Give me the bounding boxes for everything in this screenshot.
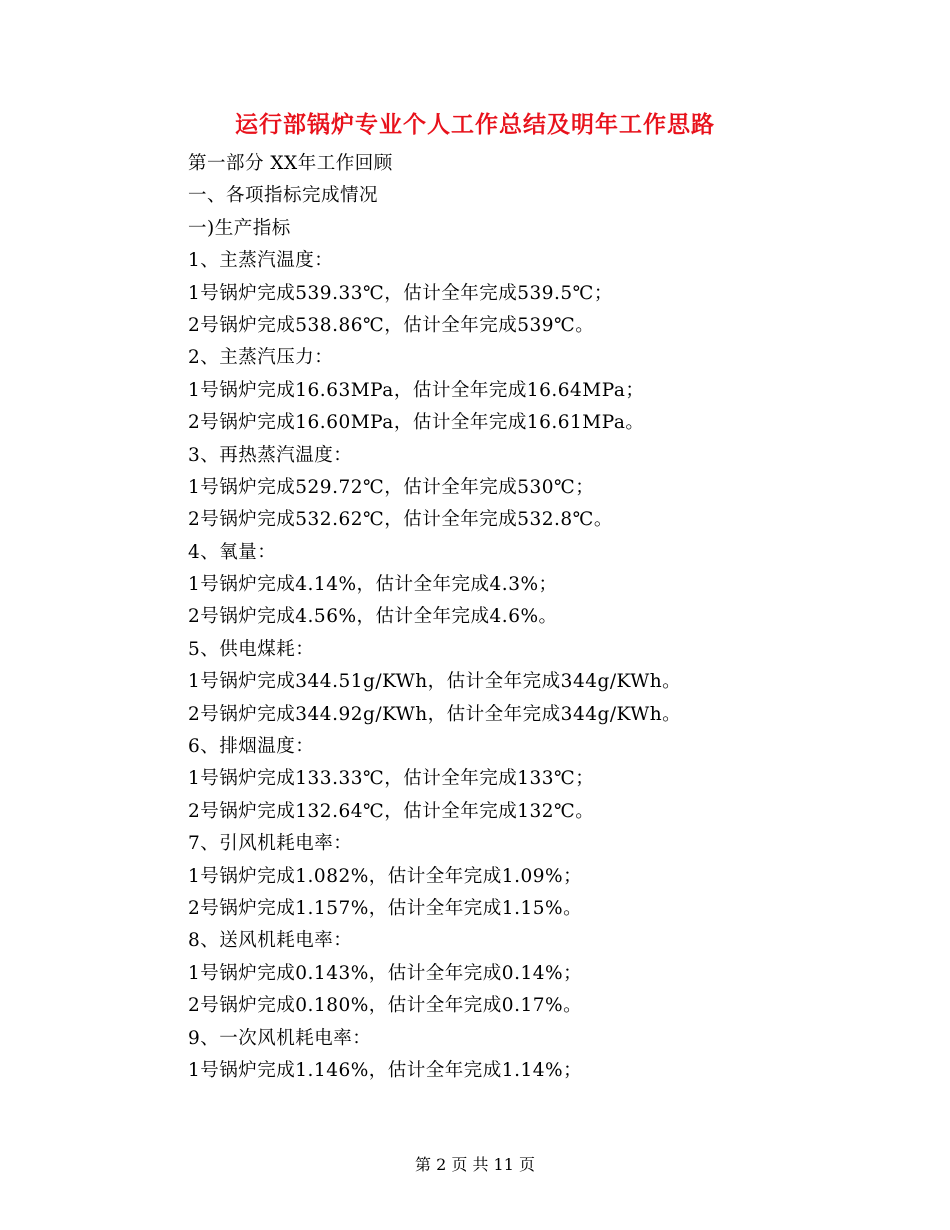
text-line: 1、主蒸汽温度：	[188, 250, 334, 272]
text-line: 2号锅炉完成132.64℃，估计全年完成132℃。	[188, 800, 595, 822]
text-line: 4、氧量：	[188, 541, 277, 563]
text-line: 1号锅炉完成0.143%，估计全年完成0.14%；	[188, 962, 583, 984]
text-line: 2号锅炉完成4.56%，估计全年完成4.6%。	[188, 606, 558, 628]
document-title: 运行部锅炉专业个人工作总结及明年工作思路	[235, 111, 715, 138]
text-line: 2号锅炉完成16.60MPa，估计全年完成16.61MPa。	[188, 412, 645, 434]
text-line: 1号锅炉完成133.33℃，估计全年完成133℃；	[188, 768, 595, 790]
text-line: 第一部分 XX年工作回顾	[188, 153, 393, 174]
text-line: 一)生产指标	[188, 217, 291, 239]
page-number-footer: 第 2 页 共 11 页	[415, 1155, 535, 1174]
text-line: 2号锅炉完成532.62℃，估计全年完成532.8℃。	[188, 509, 613, 531]
text-line: 5、供电煤耗：	[188, 638, 315, 660]
text-line: 9、一次风机耗电率：	[188, 1027, 372, 1049]
text-line: 1号锅炉完成16.63MPa，估计全年完成16.64MPa；	[188, 379, 645, 401]
text-line: 1号锅炉完成1.146%，估计全年完成1.14%；	[188, 1059, 583, 1081]
text-line: 1号锅炉完成539.33℃，估计全年完成539.5℃；	[188, 282, 613, 304]
text-line: 3、再热蒸汽温度：	[188, 444, 353, 466]
text-line: 2号锅炉完成344.92g/KWh，估计全年完成344g/KWh。	[188, 703, 682, 725]
text-line: 一、各项指标完成情况	[188, 185, 379, 207]
document-body	[188, 148, 788, 1087]
text-line: 1号锅炉完成529.72℃，估计全年完成530℃；	[188, 476, 595, 498]
text-line: 1号锅炉完成1.082%，估计全年完成1.09%；	[188, 865, 583, 887]
text-line: 8、送风机耗电率：	[188, 930, 353, 952]
text-line: 1号锅炉完成4.14%，估计全年完成4.3%；	[188, 574, 558, 596]
text-line: 2号锅炉完成538.86℃，估计全年完成539℃。	[188, 314, 595, 336]
text-line: 6、排烟温度：	[188, 736, 315, 758]
text-line: 7、引风机耗电率：	[188, 833, 353, 855]
text-line: 2、主蒸汽压力：	[188, 347, 334, 369]
text-line: 1号锅炉完成344.51g/KWh，估计全年完成344g/KWh。	[188, 671, 682, 693]
text-line: 2号锅炉完成1.157%，估计全年完成1.15%。	[188, 897, 583, 919]
text-line: 2号锅炉完成0.180%，估计全年完成0.17%。	[188, 995, 583, 1017]
